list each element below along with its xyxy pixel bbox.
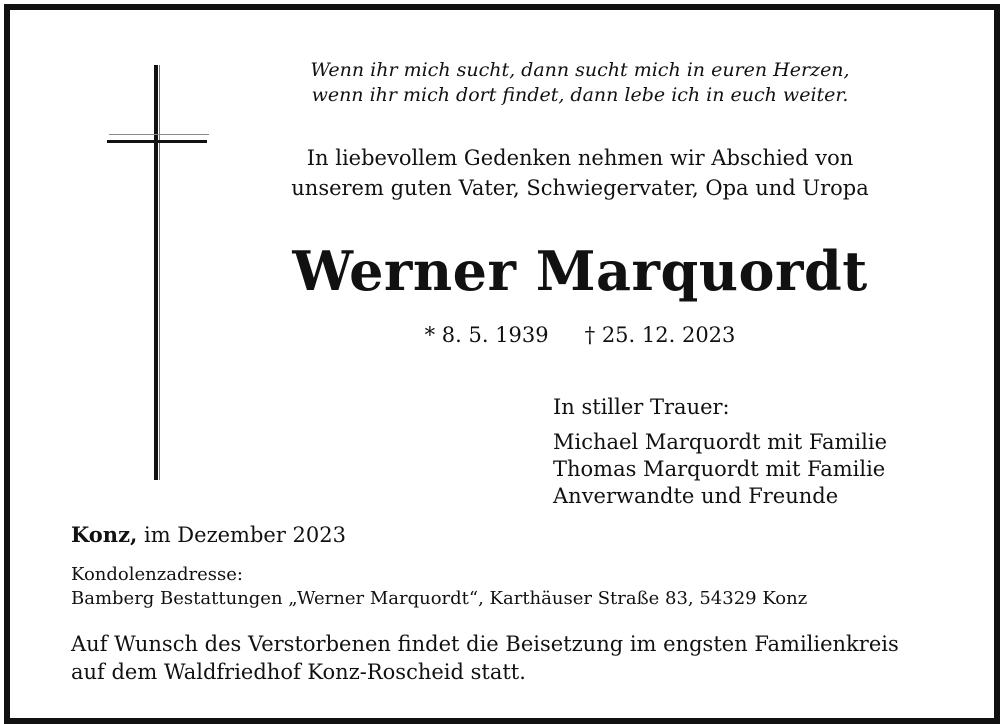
- birth-date: * 8. 5. 1939: [424, 323, 549, 347]
- intro-line-1: In liebevollem Gedenken nehmen wir Abschied von: [306, 146, 854, 170]
- condolence-address-line: Bamberg Bestattungen „Werner Marquordt“, Karthäuser Straße 83, 54329 Konz: [71, 588, 808, 609]
- condolence-address: [71, 563, 807, 611]
- death-date: † 25. 12. 2023: [584, 323, 736, 347]
- burial-notice: [71, 630, 899, 686]
- place-date: im Dezember 2023: [144, 523, 347, 547]
- intro-line-2: unserem guten Vater, Schwiegervater, Opa und Uropa: [291, 176, 869, 200]
- mourning-title: In stiller Trauer:: [553, 395, 730, 419]
- intro-text: [200, 143, 960, 203]
- quote-line-1: Wenn ihr mich sucht, dann sucht mich in euren Herzen,: [310, 59, 850, 81]
- quote: [200, 58, 960, 108]
- burial-line-2: auf dem Waldfriedhof Konz-Roscheid statt.: [71, 660, 526, 684]
- place-town: Konz,: [71, 522, 138, 547]
- mourner-item: Anverwandte und Freunde: [553, 484, 839, 508]
- life-dates: [200, 320, 960, 350]
- burial-line-1: Auf Wunsch des Verstorbenen findet die Beisetzung im engsten Familienkreis: [71, 632, 899, 656]
- condolence-label: Kondolenzadresse:: [71, 564, 243, 585]
- quote-line-2: wenn ihr mich dort findet, dann lebe ich in euch weiter.: [311, 84, 849, 106]
- deceased-name: Werner Marquordt: [292, 239, 868, 303]
- mourner-item: Thomas Marquordt mit Familie: [553, 457, 886, 481]
- mourners-list: [553, 429, 887, 510]
- place-and-date: [71, 520, 346, 550]
- mourner-item: Michael Marquordt mit Familie: [553, 430, 888, 454]
